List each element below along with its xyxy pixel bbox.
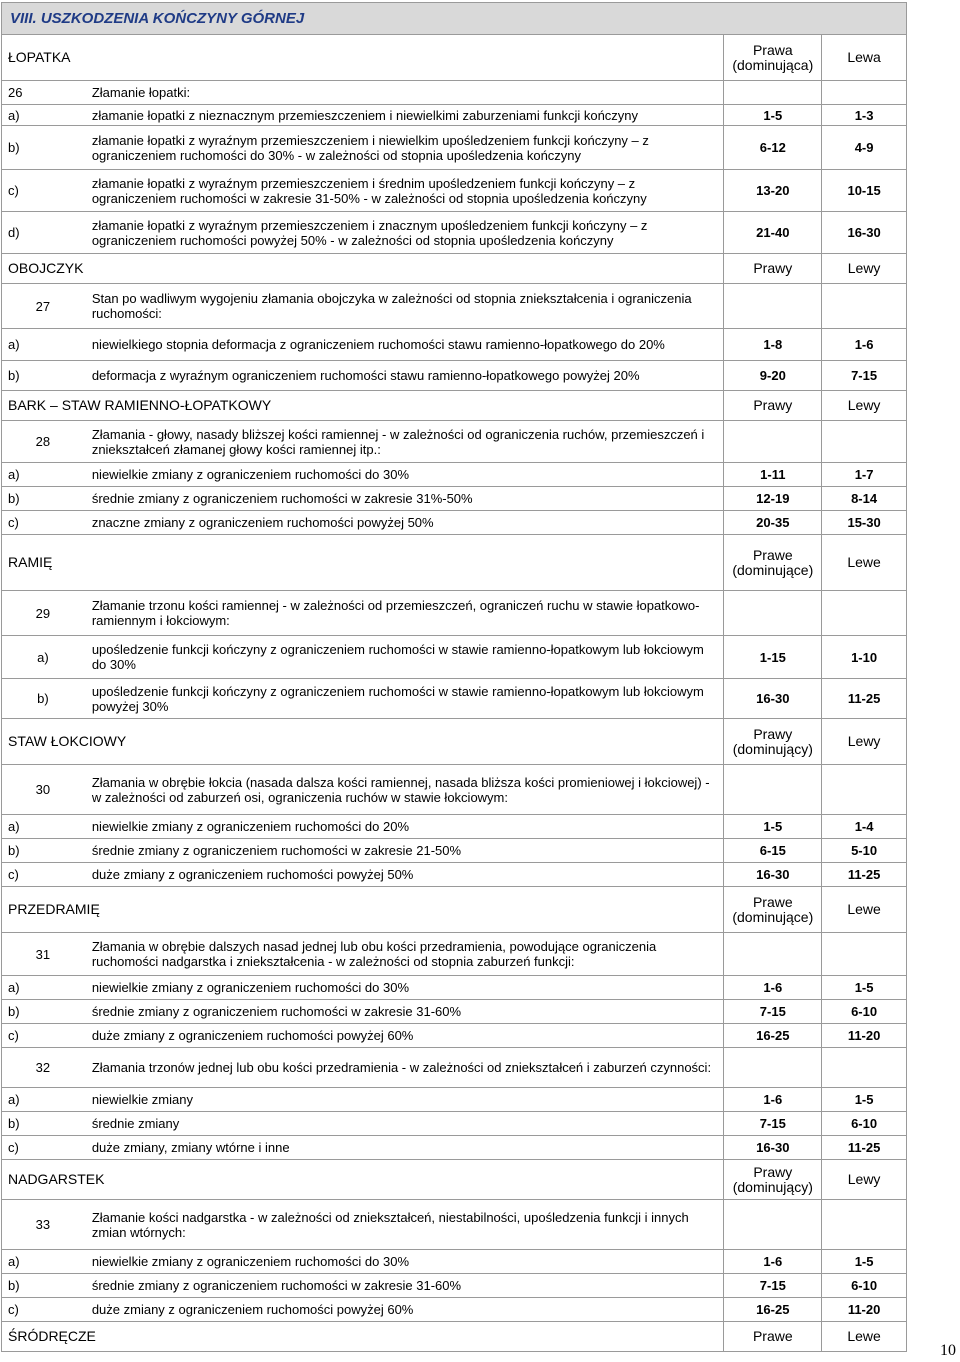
item-description: Stan po wadliwym wygojeniu złamania obojczyka w zależności od stopnia zniekształcenia i ograniczenia ruchomości: <box>84 284 725 328</box>
item-number: b) <box>8 368 20 383</box>
item-description: Złamania - głowy, nasady bliższej kości ramiennej - w zależności od ograniczenia ruchów, przemieszczeń i zniekształceń złamanej głowy kości ramiennej itp.: <box>84 421 725 462</box>
table-row <box>1 933 907 976</box>
item-number: c) <box>8 867 19 882</box>
right-percentage: 20-35 <box>724 511 822 534</box>
left-percentage: 11-25 <box>847 691 881 706</box>
right-side-header: Prawy (dominujący) <box>724 1160 822 1199</box>
right-percentage: 13-20 <box>724 170 822 211</box>
left-percentage: 1-5 <box>854 1254 874 1269</box>
item-number: a) <box>8 1092 20 1107</box>
right-side-header: Prawa (dominująca) <box>724 35 822 80</box>
item-description: złamanie łopatki z wyraźnym przemieszczeniem i średnim upośledzeniem funkcji kończyny – z ograniczeniem ruchomości w zakresie 31-50% - w zależności od stopnia upośledzenia kończyny <box>84 170 725 211</box>
section-label: BARK – STAW RAMIENNO-ŁOPATKOWY <box>2 391 724 420</box>
right-side-header: Prawe (dominujące) <box>724 535 822 590</box>
table-row <box>1 636 907 679</box>
table-row <box>1 511 907 535</box>
left-percentage: 4-9 <box>854 140 874 155</box>
page-number: 10 <box>940 1342 956 1359</box>
left-percentage: 1-7 <box>854 467 874 482</box>
table-row <box>1 421 907 463</box>
section-label: OBOJCZYK <box>2 254 724 283</box>
right-percentage <box>724 421 822 462</box>
table-row <box>1 863 907 887</box>
table-row <box>1 1000 907 1024</box>
item-description: deformacja z wyraźnym ograniczeniem ruchomości stawu ramienno-łopatkowego powyżej 20% <box>84 361 725 390</box>
left-percentage <box>822 591 906 635</box>
item-number: c) <box>8 1302 19 1317</box>
item-number: a) <box>37 649 49 665</box>
section-label: ŁOPATKA <box>2 35 724 80</box>
table-row <box>1 976 907 1000</box>
left-percentage <box>822 1048 906 1087</box>
injury-table <box>1 35 907 1352</box>
item-number: c) <box>8 1028 19 1043</box>
table-row <box>1 487 907 511</box>
right-percentage <box>724 765 822 814</box>
page-title: VIII. USZKODZENIA KOŃCZYNY GÓRNEJ <box>1 2 907 35</box>
left-percentage: 1-10 <box>851 649 878 665</box>
right-percentage <box>724 591 822 635</box>
left-percentage: 11-20 <box>847 1302 881 1317</box>
item-description: niewielkiego stopnia deformacja z ograniczeniem ruchomości stawu ramienno-łopatkowego do 20% <box>84 329 725 360</box>
item-number: 26 <box>8 85 23 100</box>
right-percentage: 1-6 <box>724 1088 822 1111</box>
table-row <box>1 329 907 361</box>
section-header-row <box>1 719 907 765</box>
left-percentage <box>822 933 906 975</box>
item-description: średnie zmiany z ograniczeniem ruchomości w zakresie 31-60% <box>84 1274 725 1297</box>
item-number: a) <box>8 107 20 123</box>
table-row <box>1 81 907 105</box>
table-row <box>1 1250 907 1274</box>
left-percentage <box>822 421 906 462</box>
item-number: b) <box>8 843 20 858</box>
right-percentage: 1-15 <box>724 636 822 678</box>
right-percentage: 12-19 <box>724 487 822 510</box>
section-label: ŚRÓDRĘCZE <box>2 1322 724 1351</box>
right-percentage: 16-25 <box>724 1024 822 1047</box>
table-row <box>1 126 907 170</box>
table-row <box>1 1136 907 1160</box>
left-percentage: 1-6 <box>854 337 874 352</box>
left-percentage: 7-15 <box>851 368 878 383</box>
right-side-header: Prawe (dominujące) <box>724 887 822 932</box>
right-percentage: 1-6 <box>724 1250 822 1273</box>
section-header-row <box>1 391 907 421</box>
item-description: Złamanie łopatki: <box>84 81 725 104</box>
item-description: niewielkie zmiany z ograniczeniem ruchomości do 30% <box>84 976 725 999</box>
left-percentage: 8-14 <box>851 491 878 506</box>
item-description: złamanie łopatki z wyraźnym przemieszczeniem i znacznym upośledzeniem funkcji kończyny – z ograniczeniem ruchomości powyżej 50% - w zależności od stopnia upośledzenia kończyny <box>84 212 725 253</box>
item-description: duże zmiany, zmiany wtórne i inne <box>84 1136 725 1159</box>
item-description: niewielkie zmiany z ograniczeniem ruchomości do 30% <box>84 463 725 486</box>
left-percentage: 1-5 <box>854 1092 874 1107</box>
item-description: Złamania w obrębie dalszych nasad jednej lub obu kości przedramienia, powodujące ograniczenia ruchomości nadgarstka i zniekształcenia - w zależności od stopnia zaburzeń funkcji: <box>84 933 725 975</box>
right-side-header: Prawy (dominujący) <box>724 719 822 764</box>
section-header-row <box>1 887 907 933</box>
section-header-row <box>1 35 907 81</box>
item-description: średnie zmiany z ograniczeniem ruchomości w zakresie 21-50% <box>84 839 725 862</box>
right-percentage <box>724 81 822 104</box>
table-row <box>1 284 907 329</box>
table-row <box>1 1088 907 1112</box>
left-side-header: Lewe <box>847 554 881 570</box>
left-percentage: 11-25 <box>847 867 881 882</box>
item-number: 27 <box>35 298 51 314</box>
left-percentage: 1-4 <box>854 819 874 834</box>
section-header-row <box>1 1160 907 1200</box>
section-label: PRZEDRAMIĘ <box>2 887 724 932</box>
item-number: b) <box>8 491 20 506</box>
left-percentage: 5-10 <box>851 843 878 858</box>
right-percentage: 16-30 <box>724 863 822 886</box>
table-row <box>1 1048 907 1088</box>
left-percentage <box>822 81 906 104</box>
table-row <box>1 591 907 636</box>
table-row <box>1 1274 907 1298</box>
table-row <box>1 1298 907 1322</box>
right-percentage <box>724 933 822 975</box>
right-percentage: 1-6 <box>724 976 822 999</box>
right-percentage: 16-30 <box>724 679 822 718</box>
item-number: a) <box>8 1254 20 1269</box>
item-number: 33 <box>35 1217 51 1232</box>
left-percentage <box>822 1200 906 1249</box>
item-number: a) <box>8 819 20 834</box>
right-percentage: 21-40 <box>724 212 822 253</box>
left-side-header: Lewy <box>847 1171 881 1187</box>
table-row <box>1 815 907 839</box>
table-row <box>1 839 907 863</box>
right-percentage: 16-30 <box>724 1136 822 1159</box>
left-side-header: Lewe <box>847 1328 881 1344</box>
left-percentage: 10-15 <box>847 183 881 198</box>
item-description: upośledzenie funkcji kończyny z ograniczeniem ruchomości w stawie ramienno-łopatkowym lub łokciowym do 30% <box>84 636 725 678</box>
table-row <box>1 1024 907 1048</box>
item-description: duże zmiany z ograniczeniem ruchomości powyżej 60% <box>84 1024 725 1047</box>
left-percentage: 11-20 <box>847 1028 881 1043</box>
item-description: średnie zmiany z ograniczeniem ruchomości w zakresie 31-60% <box>84 1000 725 1023</box>
table-row <box>1 679 907 719</box>
item-description: niewielkie zmiany z ograniczeniem ruchomości do 20% <box>84 815 725 838</box>
right-percentage: 9-20 <box>724 361 822 390</box>
right-percentage: 6-15 <box>724 839 822 862</box>
right-percentage: 6-12 <box>724 126 822 169</box>
left-side-header: Lewy <box>847 733 881 749</box>
item-number: c) <box>8 183 19 198</box>
right-percentage: 1-11 <box>724 463 822 486</box>
item-number: d) <box>8 225 20 240</box>
table-row <box>1 212 907 254</box>
item-description: niewielkie zmiany z ograniczeniem ruchomości do 30% <box>84 1250 725 1273</box>
right-percentage: 1-5 <box>724 105 822 125</box>
item-number: 31 <box>35 946 51 962</box>
left-percentage: 11-25 <box>847 1140 881 1155</box>
table-row <box>1 170 907 212</box>
left-percentage: 1-3 <box>854 107 874 123</box>
item-number: c) <box>8 1140 19 1155</box>
left-percentage <box>822 765 906 814</box>
item-description: Złamania trzonów jednej lub obu kości przedramienia - w zależności od zniekształceń i zaburzeń czynności: <box>84 1048 725 1087</box>
item-number: b) <box>37 691 49 706</box>
item-number: b) <box>8 1278 20 1293</box>
item-number: b) <box>8 140 20 155</box>
item-description: średnie zmiany z ograniczeniem ruchomości w zakresie 31%-50% <box>84 487 725 510</box>
table-row <box>1 1200 907 1250</box>
section-label: NADGARSTEK <box>2 1160 724 1199</box>
section-header-row <box>1 535 907 591</box>
item-number: b) <box>8 1116 20 1131</box>
left-side-header: Lewy <box>847 397 881 413</box>
table-row <box>1 463 907 487</box>
left-side-header: Lewa <box>847 49 881 65</box>
left-percentage: 6-10 <box>851 1116 878 1131</box>
item-number: 29 <box>35 605 51 621</box>
left-percentage <box>822 284 906 328</box>
item-description: upośledzenie funkcji kończyny z ograniczeniem ruchomości w stawie ramienno-łopatkowym lub łokciowym powyżej 30% <box>84 679 725 718</box>
section-header-row <box>1 1322 907 1352</box>
item-number: c) <box>8 515 19 530</box>
item-description: Złamanie trzonu kości ramiennej - w zależności od przemieszczeń, ograniczeń ruchu w stawie łopatkowo-ramiennym i łokciowym: <box>84 591 725 635</box>
item-description: Złamanie kości nadgarstka - w zależności od zniekształceń, niestabilności, upośledzenia funkcji i innych zmian wtórnych: <box>84 1200 725 1249</box>
table-row <box>1 361 907 391</box>
right-percentage: 1-5 <box>724 815 822 838</box>
item-description: złamanie łopatki z nieznacznym przemieszczeniem i niewielkimi zaburzeniami funkcji kończyny <box>84 105 725 125</box>
item-number: b) <box>8 1004 20 1019</box>
right-side-header: Prawe <box>724 1322 822 1351</box>
left-percentage: 1-5 <box>854 980 874 995</box>
item-number: 30 <box>35 782 51 797</box>
item-number: a) <box>8 337 20 352</box>
left-side-header: Lewe <box>847 901 881 917</box>
left-side-header: Lewy <box>847 260 881 276</box>
left-percentage: 16-30 <box>847 225 881 240</box>
item-description: duże zmiany z ograniczeniem ruchomości powyżej 60% <box>84 1298 725 1321</box>
left-percentage: 15-30 <box>847 515 881 530</box>
right-percentage <box>724 1048 822 1087</box>
right-percentage: 1-8 <box>724 329 822 360</box>
item-description: średnie zmiany <box>84 1112 725 1135</box>
table-row <box>1 105 907 126</box>
item-number: 28 <box>35 434 51 449</box>
right-side-header: Prawy <box>724 254 822 283</box>
right-percentage: 7-15 <box>724 1000 822 1023</box>
item-number: 32 <box>35 1060 51 1075</box>
left-percentage: 6-10 <box>851 1004 878 1019</box>
item-description: niewielkie zmiany <box>84 1088 725 1111</box>
item-description: duże zmiany z ograniczeniem ruchomości powyżej 50% <box>84 863 725 886</box>
item-description: złamanie łopatki z wyraźnym przemieszczeniem i niewielkim upośledzeniem funkcji kończyny – z ograniczeniem ruchomości do 30% - w zależności od stopnia upośledzenia kończyny <box>84 126 725 169</box>
section-label: RAMIĘ <box>2 535 724 590</box>
table-row <box>1 1112 907 1136</box>
section-label: STAW ŁOKCIOWY <box>2 719 724 764</box>
item-description: znaczne zmiany z ograniczeniem ruchomości powyżej 50% <box>84 511 725 534</box>
right-percentage: 16-25 <box>724 1298 822 1321</box>
right-percentage <box>724 1200 822 1249</box>
right-percentage <box>724 284 822 328</box>
left-percentage: 6-10 <box>851 1278 878 1293</box>
right-side-header: Prawy <box>724 391 822 420</box>
item-number: a) <box>8 467 20 482</box>
table-row <box>1 765 907 815</box>
item-description: Złamania w obrębie łokcia (nasada dalsza kości ramiennej, nasada bliższa kości promieniowej i łokciowej) - w zależności od zaburzeń osi, ograniczenia ruchów w stawie łokciowym: <box>84 765 725 814</box>
right-percentage: 7-15 <box>724 1112 822 1135</box>
item-number: a) <box>8 980 20 995</box>
right-percentage: 7-15 <box>724 1274 822 1297</box>
section-header-row <box>1 254 907 284</box>
